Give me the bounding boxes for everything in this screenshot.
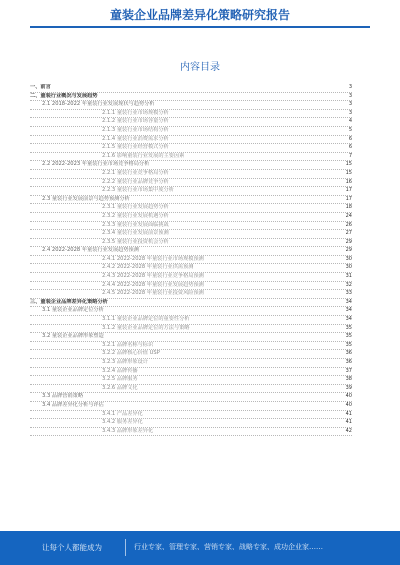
toc-entry[interactable] [30,110,352,119]
toc-entry[interactable] [30,282,352,291]
toc-entry-page: 7 [348,152,352,159]
toc-entry[interactable] [30,385,352,394]
toc-entry[interactable] [30,93,352,102]
toc-entry[interactable] [30,247,352,256]
report-title: 童装企业品牌差异化策略研究报告 [109,8,290,22]
toc-entry[interactable] [30,161,352,170]
page-footer [0,531,400,565]
toc-entry-title: 2.2.3 童装行业市场集中度分析 [102,187,174,194]
toc-entry[interactable] [30,393,352,402]
toc-entry-title: 2.2.2 童装行业品牌竞争分析 [102,178,169,185]
toc-entry-page: 41 [345,410,352,417]
toc-entry-title: 3.4.3 品牌形象差异化 [102,427,154,434]
toc-entry-title: 3.4.1 产品差异化 [102,410,143,417]
toc-entry-page: 30 [345,264,352,271]
toc-entry-title: 2.3.1 童装行业发展趋势分析 [102,204,169,211]
toc-entry-page: 15 [345,161,352,168]
toc-entry-page: 3 [348,84,352,90]
toc-entry[interactable] [30,213,352,222]
toc-entry-title: 2.4.4 2022-2028 年童装行业发展趋势预测 [102,281,204,288]
toc-entry-page: 39 [345,384,352,391]
toc-entry-title: 3.2.3 品牌形象设计 [102,359,148,365]
toc-entry-page: 42 [345,427,352,434]
toc-entry-page: 40 [345,393,352,400]
toc-entry-title: 3.2.5 品牌服务 [102,376,138,383]
toc-entry-page: 18 [345,204,352,211]
toc-entry-page: 17 [345,195,352,202]
toc-entry-page: 16 [345,178,352,185]
toc-entry[interactable] [30,428,352,437]
toc-entry-title: 三、童装企业品牌差异化策略分析 [30,298,108,305]
toc-entry-page: 3 [348,101,352,108]
toc-entry-title: 一、前言 [30,84,51,90]
toc-entry-page: 5 [348,126,352,133]
toc-entry-title: 2.4.2 2022-2028 年童装行业供需预测 [102,264,194,271]
toc-entry[interactable] [30,118,352,127]
toc-entry-page: 35 [345,341,352,348]
toc-entry[interactable] [30,239,352,248]
toc-entry-title: 2.1.5 童装行业经营模式分析 [102,144,169,151]
toc-entry[interactable] [30,256,352,265]
toc-entry[interactable] [30,299,352,308]
toc-entry[interactable] [30,179,352,188]
toc-entry[interactable] [30,290,352,299]
toc-entry-title: 2.3.5 童装行业投资机会分析 [102,238,169,245]
toc-entry[interactable] [30,264,352,273]
toc-entry-page: 36 [345,350,352,357]
toc-entry-title: 3.2.6 品牌文化 [102,384,138,391]
toc-entry-page: 3 [348,109,352,116]
toc-entry[interactable] [30,187,352,196]
toc-entry[interactable] [30,222,352,231]
toc-entry-page: 36 [345,359,352,365]
toc-entry-title: 2.1 2018-2022 年童装行业发展现状与趋势分析 [42,101,155,108]
toc-entry-page: 30 [345,255,352,262]
toc-entry-title: 2.3.3 童装行业发展面临挑战 [102,221,169,228]
toc-entry[interactable] [30,204,352,213]
toc-entry-page: 31 [345,273,352,280]
toc-entry-title: 2.3 童装行业发展前景与趋势预测分析 [42,195,130,202]
footer-slogan-right: 行业专家、管理专家、营销专家、战略专家、成功企业家…… [134,543,323,551]
toc-entry-title: 3.2.4 品牌传播 [102,367,138,374]
toc-entry[interactable] [30,419,352,428]
toc-entry[interactable] [30,127,352,136]
table-of-contents [30,84,352,436]
toc-entry-title: 二、童装行业概况与发展趋势 [30,92,98,99]
toc-entry-title: 3.2.2 品牌核心价值 USP [102,350,160,357]
toc-entry-title: 2.1.4 童装行业消费需求分析 [102,135,169,142]
toc-entry-page: 34 [345,298,352,305]
toc-entry-page: 34 [345,307,352,314]
toc-entry[interactable] [30,411,352,420]
toc-entry-page: 27 [345,230,352,237]
toc-entry-title: 2.4.5 2022-2028 年童装行业投资风险预测 [102,290,204,297]
toc-entry[interactable] [30,101,352,110]
toc-entry[interactable] [30,325,352,334]
toc-entry-title: 2.1.2 童装行业市场容量分析 [102,118,169,125]
toc-entry[interactable] [30,376,352,385]
toc-entry-page: 40 [345,401,352,408]
toc-entry-page: 35 [345,324,352,331]
toc-entry-page: 29 [345,247,352,254]
toc-entry[interactable] [30,333,352,342]
toc-entry[interactable] [30,273,352,282]
toc-entry-page: 41 [345,419,352,426]
toc-entry-page: 15 [345,169,352,176]
toc-entry-title: 3.3 品牌营销策略 [42,393,84,400]
page-header [0,0,400,36]
toc-entry[interactable] [30,359,352,368]
toc-entry[interactable] [30,144,352,153]
toc-entry-page: 38 [345,376,352,383]
toc-entry-title: 3.1.2 童装企业品牌定位的方法与策略 [102,324,190,331]
footer-slogan-left: 让每个人都能成为 [42,543,102,552]
toc-entry-title: 3.2.1 品牌名称与标识 [102,341,154,348]
toc-entry-title: 2.2 2022-2023 年童装行业市场竞争格局分析 [42,161,150,168]
toc-entry-page: 6 [348,135,352,142]
toc-entry-page: 29 [345,238,352,245]
toc-entry-page: 35 [345,333,352,340]
toc-entry[interactable] [30,368,352,377]
toc-entry[interactable] [30,307,352,316]
toc-entry[interactable] [30,196,352,205]
toc-entry-page: 3 [348,92,352,99]
toc-entry-page: 6 [348,144,352,151]
toc-entry-title: 2.1.3 童装行业市场结构分析 [102,126,169,133]
toc-entry[interactable] [30,153,352,162]
toc-entry[interactable] [30,230,352,239]
toc-entry-title: 3.2 童装企业品牌形象塑造 [42,333,104,340]
toc-entry-title: 2.1.1 童装行业市场规模分析 [102,109,169,116]
toc-entry[interactable] [30,84,352,93]
toc-entry-title: 3.4 品牌差异化分析与评估 [42,401,104,408]
toc-entry-title: 2.1.6 影响童装行业发展的主要因素 [102,152,185,159]
toc-entry-title: 3.1 童装企业品牌定位分析 [42,307,104,314]
toc-entry-page: 4 [348,118,352,125]
toc-entry-title: 2.2.1 童装行业竞争格局分析 [102,169,169,176]
toc-entry-title: 2.3.2 童装行业发展机遇分析 [102,212,169,219]
toc-entry-page: 24 [345,212,352,219]
toc-entry-page: 37 [345,367,352,374]
toc-entry-title: 2.4.1 2022-2028 年童装行业市场规模预测 [102,255,204,262]
toc-entry[interactable] [30,342,352,351]
toc-entry[interactable] [30,350,352,359]
toc-entry-title: 2.3.4 童装行业发展前景预测 [102,230,169,237]
toc-heading: 内容目录 [180,62,220,73]
header-rule [30,26,370,28]
toc-entry[interactable] [30,402,352,411]
toc-entry-page: 26 [345,221,352,228]
toc-entry-title: 3.4.2 服务差异化 [102,419,143,426]
footer-divider [125,539,126,556]
toc-entry-page: 32 [345,281,352,288]
toc-entry-page: 17 [345,187,352,194]
toc-entry-page: 33 [345,290,352,297]
toc-entry[interactable] [30,136,352,145]
toc-entry[interactable] [30,316,352,325]
toc-entry-title: 3.1.1 童装企业品牌定位的重要性分析 [102,316,190,323]
toc-entry-title: 2.4 2022-2028 年童装行业发展趋势预测 [42,247,139,254]
toc-entry[interactable] [30,170,352,179]
toc-entry-title: 2.4.3 2022-2028 年童装行业竞争格局预测 [102,273,204,280]
toc-entry-page: 34 [345,316,352,323]
